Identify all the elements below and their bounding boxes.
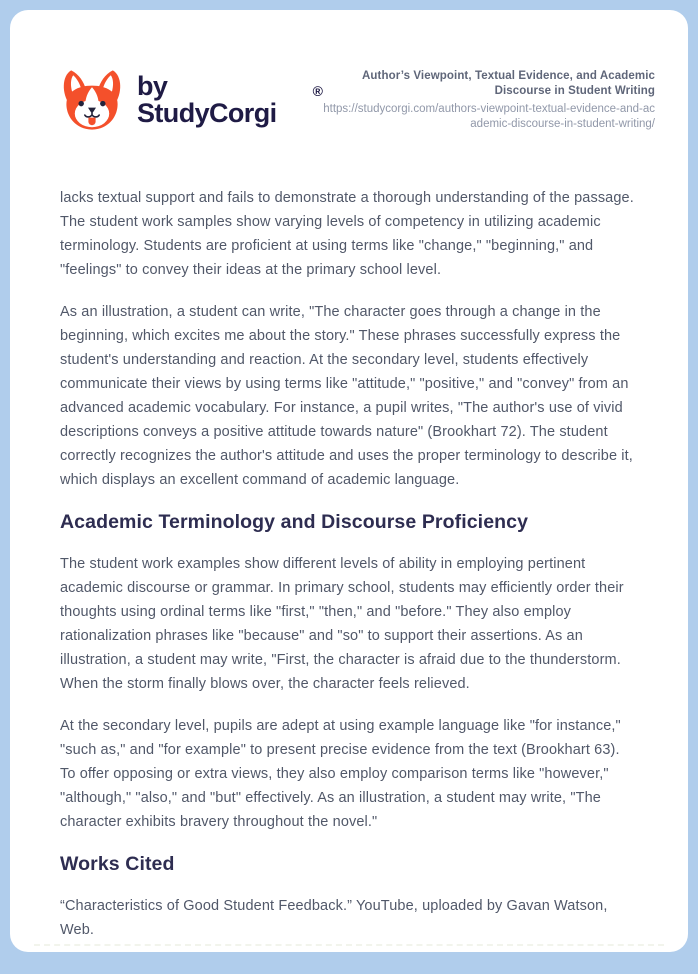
section-heading-academic-terminology: Academic Terminology and Discourse Proficiency bbox=[60, 511, 529, 533]
bottom-perforation-divider bbox=[34, 944, 664, 946]
brand-name: by StudyCorgi bbox=[137, 71, 277, 128]
studycorgi-logo bbox=[60, 64, 323, 136]
document-source-url[interactable]: https://studycorgi.com/authors-viewpoint-textual-evidence-and-academic-discourse-in-student-writing/ bbox=[323, 103, 655, 130]
document-title-block bbox=[323, 69, 655, 131]
article-body bbox=[10, 186, 688, 942]
paragraph: lacks textual support and fails to demonstrate a thorough understanding of the passage. The student work samples show varying levels of competency in utilizing academic terminology. Students are proficient at using terms like "change," "beginning," and "feelings" to convey their ideas at the primary school level. bbox=[60, 190, 634, 278]
document-header bbox=[10, 62, 688, 138]
section-heading-works-cited: Works Cited bbox=[60, 853, 175, 875]
corgi-icon bbox=[60, 64, 124, 136]
registered-trademark: ® bbox=[312, 83, 323, 99]
paragraph: The student work examples show different levels of ability in employing pertinent academic discourse or grammar. In primary school, students may efficiently order their thoughts using ordinal terms like "first," "then," and "before." They also employ rationalization phrases like "because" and "so" to support their assertions. As an illustration, a student may write, "First, the character is afraid due to the thunderstorm. When the storm finally blows over, the character feels relieved. bbox=[60, 556, 624, 692]
paragraph: As an illustration, a student can write, "The character goes through a change in the beginning, which excites me about the story." These phrases successfully express the student's understanding and reaction. At the secondary level, students effectively communicate their views by using terms like "attitude," "positive," and "convey" from an advanced academic vocabulary. For instance, a pupil writes, "The author's use of vivid descriptions conveys a positive attitude towards nature" (Brookhart 72). The student correctly recognizes the author's attitude and uses the proper terminology to describe it, which displays an excellent command of academic language. bbox=[60, 304, 633, 488]
document-card bbox=[10, 10, 688, 952]
citation-entry: “Characteristics of Good Student Feedback.” YouTube, uploaded by Gavan Watson, Web. bbox=[60, 898, 608, 938]
paragraph: At the secondary level, pupils are adept at using example language like "for instance," "such as," and "for example" to present precise evidence from the text (Brookhart 63). To offer opposing or extra views, they also employ comparison terms like "however," "although," "also," and "but" effectively. As an illustration, a student may write, "The character exhibits bravery throughout the novel." bbox=[60, 718, 621, 830]
document-title: Author’s Viewpoint, Textual Evidence, and Academic Discourse in Student Writing bbox=[362, 70, 655, 97]
